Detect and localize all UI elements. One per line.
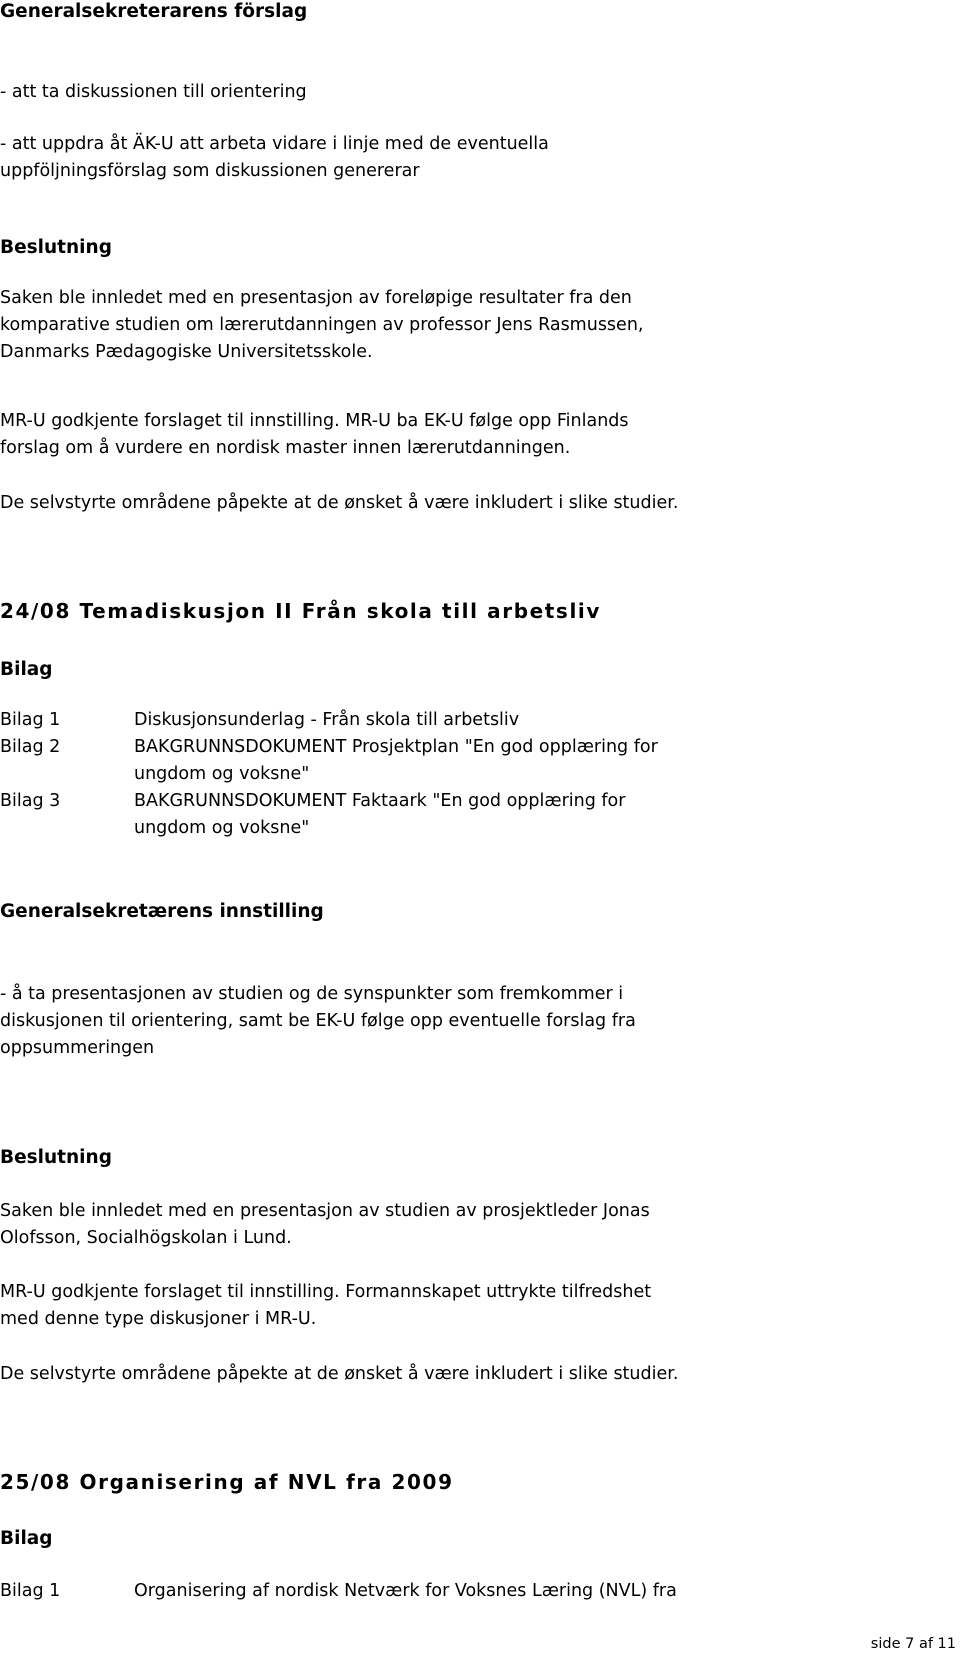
page-number: side 7 af 11 [870,1636,956,1652]
attachment-line: ungdom og voksne" [134,818,310,838]
attachment-description [134,734,658,788]
attachment-label: Bilag 2 [0,737,61,757]
heading-bilag-1: Bilag [0,659,53,680]
attachment-line: ungdom og voksne" [134,764,310,784]
paragraph-line: Saken ble innledet med en presentasjon av foreløpige resultater fra den [0,288,632,308]
paragraph-line: Danmarks Pædagogiske Universitetsskole. [0,342,373,362]
section-title-25-08: 25/08 Organisering af NVL fra 2009 [0,1470,454,1494]
attachment-description [134,1578,677,1605]
decision-1-paragraph-2 [0,408,629,462]
attachment-description [134,788,625,842]
proposal-1: - att ta diskussionen till orientering [0,82,307,102]
paragraph-line: MR-U godkjente forslaget til innstilling. Formannskapet uttrykte tilfredshet [0,1282,652,1302]
attachment-line: BAKGRUNNSDOKUMENT Prosjektplan "En god opplæring for [134,737,658,757]
paragraph-line: forslag om å vurdere en nordisk master innen lærerutdanningen. [0,438,571,458]
attachment-label: Bilag 1 [0,1581,61,1601]
paragraph-line: diskusjonen til orientering, samt be EK-U følge opp eventuelle forslag fra [0,1011,636,1031]
paragraph-line: med denne type diskusjoner i MR-U. [0,1309,317,1329]
heading-beslutning-2: Beslutning [0,1147,112,1168]
paragraph-line: Olofsson, Socialhögskolan i Lund. [0,1228,292,1248]
attachment-label: Bilag 3 [0,791,61,811]
proposal-2-line: uppföljningsförslag som diskussionen genererar [0,161,420,181]
paragraph-line: - å ta presentasjonen av studien og de synspunkter som fremkommer i [0,984,624,1004]
attachment-description [134,707,519,734]
decision-2-paragraph-1 [0,1198,650,1252]
decision-1-paragraph-1 [0,285,643,366]
attachment-label: Bilag 1 [0,710,61,730]
paragraph-line: oppsummeringen [0,1038,155,1058]
attachment-line: Diskusjonsunderlag - Från skola till arbetsliv [134,710,520,730]
heading-generalsekreterarens-forslag: Generalsekreterarens förslag [0,1,308,22]
decision-2-paragraph-2 [0,1279,651,1333]
paragraph-line: komparative studien om lærerutdanningen av professor Jens Rasmussen, [0,315,644,335]
heading-generalsekretaerens-innstilling: Generalsekretærens innstilling [0,901,324,922]
decision-2-paragraph-3: De selvstyrte områdene påpekte at de ønsket å være inkludert i slike studier. [0,1364,679,1384]
paragraph-line: MR-U godkjente forslaget til innstilling. MR-U ba EK-U følge opp Finlands [0,411,629,431]
attachment-line: BAKGRUNNSDOKUMENT Faktaark "En god opplæring for [134,791,626,811]
section-title-24-08: 24/08 Temadiskusjon II Från skola till arbetsliv [0,599,601,623]
proposal-2 [0,131,549,185]
recommendation-paragraph [0,981,636,1062]
heading-bilag-2: Bilag [0,1528,53,1549]
paragraph-line: Saken ble innledet med en presentasjon av studien av prosjektleder Jonas [0,1201,650,1221]
decision-1-paragraph-3: De selvstyrte områdene påpekte at de ønsket å være inkludert i slike studier. [0,493,679,513]
proposal-2-line: - att uppdra åt ÄK-U att arbeta vidare i linje med de eventuella [0,134,549,154]
attachment-line: Organisering af nordisk Netværk for Voksnes Læring (NVL) fra [134,1581,677,1601]
attachment-list-25-08 [0,1578,960,1608]
heading-beslutning-1: Beslutning [0,237,112,258]
attachment-list-24-08 [0,707,960,847]
